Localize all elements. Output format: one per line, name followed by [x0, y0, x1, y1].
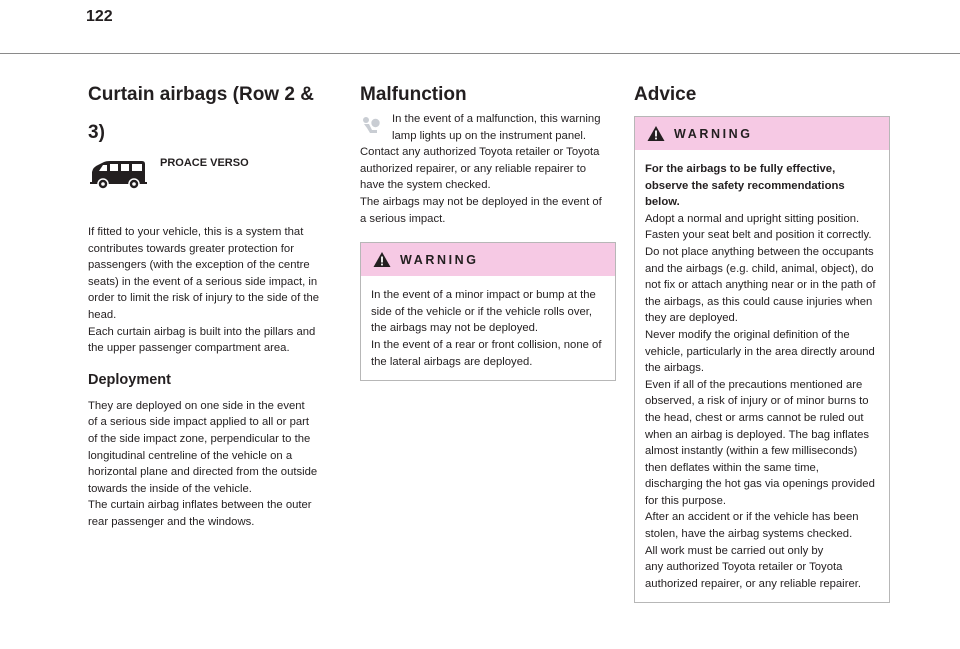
text-line: lamp lights up on the instrument panel.	[392, 129, 587, 142]
text-line: have the system checked.	[360, 179, 491, 192]
text-line: Fasten your seat belt and position it correctly.	[645, 229, 872, 242]
vehicle-applicability	[88, 154, 336, 204]
text-line: Each curtain airbag is built into the pillars and	[88, 325, 316, 338]
column-malfunction	[360, 76, 616, 381]
warning-box-advice	[634, 116, 890, 603]
section-title-advice: Advice	[634, 84, 697, 105]
section-title-malfunction: Malfunction	[360, 84, 467, 105]
text-line: In the event of a rear or front collision, none of	[371, 338, 602, 351]
text-line: After an accident or if the vehicle has been	[645, 511, 859, 524]
warning-intro-bold	[645, 161, 879, 211]
text-line: Do not place anything between the occupants	[645, 245, 874, 258]
text-line: horizontal plane and directed from the outside	[88, 466, 318, 479]
text-line: side of the vehicle or if the vehicle rolls over,	[371, 305, 593, 318]
text-line: for this purpose.	[645, 494, 727, 507]
text-line: of a serious side impact applied to all or part	[88, 416, 310, 429]
text-line: The airbags may not be deployed in the event of	[360, 195, 602, 208]
text-line: and the airbags (e.g. child, animal, object), do	[645, 262, 874, 275]
text-line: the airbags may not be deployed.	[371, 322, 539, 335]
text-line: observe the safety recommendations	[645, 179, 845, 192]
text-line: They are deployed on one side in the event	[88, 399, 305, 412]
curtain-airbags-description	[88, 224, 336, 357]
text-line: the upper passenger compartment area.	[88, 342, 290, 355]
text-line: Contact any authorized Toyota retailer or Toyota	[360, 146, 600, 159]
text-line: any authorized Toyota retailer or Toyota	[645, 561, 843, 574]
text-line: below.	[645, 196, 680, 209]
header-rule	[0, 53, 960, 54]
warning-body	[361, 276, 615, 380]
text-line: Never modify the original definition of the	[645, 328, 850, 341]
text-line: For the airbags to be fully effective,	[645, 163, 836, 175]
text-line: authorized repairer, or any reliable repairer.	[645, 577, 862, 590]
warning-body	[635, 150, 889, 602]
warning-text	[645, 211, 879, 593]
page-number: 122	[86, 8, 113, 25]
text-line: towards the inside of the vehicle.	[88, 482, 252, 495]
subsection-title-deployment: Deployment	[88, 371, 171, 388]
malfunction-lamp-row	[360, 111, 616, 144]
text-line: the head, chest or arms cannot be ruled out	[645, 411, 864, 424]
text-line: authorized repairer, or any reliable repairer to	[360, 162, 587, 175]
text-line: not fix or attach anything near or in the path of	[645, 279, 876, 292]
warning-title: WARNING	[400, 252, 479, 267]
warning-header	[635, 117, 889, 150]
text-line: order to limit the risk of injury to the side of the	[88, 292, 320, 305]
warning-text	[371, 287, 605, 370]
text-line: In the event of a malfunction, this warning	[392, 113, 601, 125]
text-line: In the event of a minor impact or bump at the	[371, 289, 596, 302]
text-line: longitudinal centreline of the vehicle on a	[88, 449, 293, 462]
text-line: contributes towards greater protection for	[88, 242, 294, 255]
text-line: head.	[88, 308, 117, 321]
text-line: the lateral airbags are deployed.	[371, 355, 533, 368]
airbag-warning-lamp-icon	[360, 115, 382, 137]
text-line: almost instantly (within a few milliseconds)	[645, 445, 858, 458]
column-curtain-airbags	[88, 76, 336, 531]
warning-box-malfunction	[360, 242, 616, 381]
van-icon	[88, 157, 148, 193]
text-line: The curtain airbag inflates between the outer	[88, 499, 312, 512]
text-line: rear passenger and the windows.	[88, 515, 255, 528]
text-line: passengers (with the exception of the centre	[88, 259, 310, 272]
text-line: the airbags.	[645, 362, 705, 375]
warning-header	[361, 243, 615, 276]
text-line: then deflates within the same time,	[645, 461, 819, 474]
warning-triangle-icon	[647, 125, 665, 142]
text-line: If fitted to your vehicle, this is a system that	[88, 226, 304, 238]
malfunction-description	[360, 144, 616, 227]
section-title-curtain-airbags: Curtain airbags (Row 2 & 3)	[88, 84, 314, 143]
column-advice	[634, 76, 890, 603]
text-line: stolen, have the airbag systems checked.	[645, 528, 853, 541]
text-line: vehicle, particularly in the area directly around	[645, 345, 875, 358]
text-line: when an airbag is deployed. The bag inflates	[645, 428, 870, 441]
text-line: the airbags, as this could cause injuries when	[645, 295, 873, 308]
text-line: discharging the hot gas via openings provided	[645, 478, 875, 491]
text-line: they are deployed.	[645, 312, 738, 325]
vehicle-label: PROACE VERSO	[160, 157, 249, 169]
text-line: seats) in the event of a serious side impact, in	[88, 275, 318, 288]
text-line: Even if all of the precautions mentioned are	[645, 378, 863, 391]
text-line: observed, a risk of injury or of minor burns to	[645, 395, 869, 408]
text-line: a serious impact.	[360, 212, 446, 225]
text-line: All work must be carried out only by	[645, 544, 824, 557]
text-line: of the side impact zone, perpendicular to the	[88, 432, 311, 445]
warning-title: WARNING	[674, 126, 753, 141]
deployment-description	[88, 398, 336, 531]
malfunction-lamp-text	[392, 111, 601, 144]
text-line: Adopt a normal and upright sitting position.	[645, 212, 860, 225]
warning-triangle-icon	[373, 251, 391, 268]
